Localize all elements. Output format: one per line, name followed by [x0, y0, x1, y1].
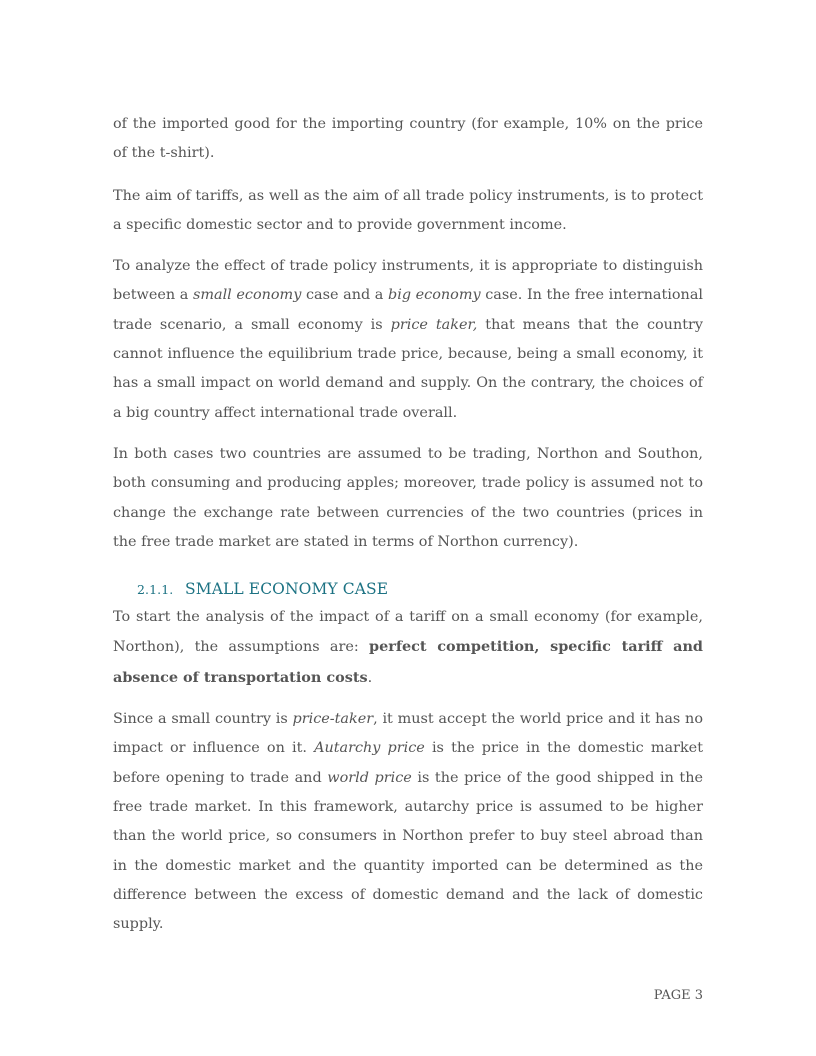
text-run: that means that the country cannot influence the equilibrium trade price, because, being a small economy, it has a small impact on world demand and supply. On the contrary, the choices of a big country affect international trade overall.: [113, 316, 704, 421]
text-run: To start the analysis of the impact of a tariff on a small economy (for example, Northon), the assumptions are:: [113, 609, 703, 656]
intro-paragraphs: [113, 110, 703, 557]
body-paragraph: [113, 603, 703, 693]
bold-term: perfect competition, specific tariff and absence of transportation costs: [113, 638, 703, 686]
body-paragraph: [113, 252, 703, 428]
body-paragraph: [113, 182, 703, 241]
italic-term: price taker,: [390, 316, 478, 333]
text-run: Since a small country is: [113, 711, 293, 728]
section-number: 2.1.1.: [137, 582, 174, 598]
body-paragraph: [113, 440, 703, 557]
italic-term: small economy: [192, 287, 302, 304]
text-run: is the price of the good shipped in the free trade market. In this framework, autarchy price is assumed to be higher than the world price, so consumers in Northon prefer to buy steel abroad than in the domestic market and the quantity imported can be determined as the difference between the excess of domestic demand and the lack of domestic supply.: [113, 769, 703, 933]
section-title: SMALL ECONOMY CASE: [185, 580, 389, 599]
text-run: , it must accept the world price and it has no impact or influence on it.: [113, 711, 703, 757]
text-run: In both cases two countries are assumed to be trading, Northon and Southon, both consuming and producing apples; moreover, trade policy is assumed not to change the exchange rate between currencies of the two countries (prices in the free trade market are stated in terms of Northon currency).: [113, 445, 703, 550]
text-run: The aim of tariffs, as well as the aim of all trade policy instruments, is to protect a specific domestic sector and to provide government income.: [113, 187, 703, 233]
text-run: To analyze the effect of trade policy instruments, it is appropriate to distinguish between a: [113, 258, 703, 304]
text-run: case and a: [301, 287, 389, 304]
body-paragraph: [113, 110, 703, 169]
text-run: case. In the free international trade scenario, a small economy is: [113, 287, 703, 333]
section-heading: [137, 577, 703, 602]
italic-term: price-taker: [292, 711, 374, 728]
italic-term: Autarchy price: [314, 740, 425, 757]
text-run: of the imported good for the importing country (for example, 10% on the price of the t-shirt).: [113, 116, 703, 162]
italic-term: world price: [327, 769, 412, 786]
page-number: PAGE 3: [653, 988, 703, 1003]
italic-term: big economy: [388, 287, 481, 304]
page-content: [113, 110, 703, 951]
section-paragraphs: [113, 603, 703, 939]
text-run: .: [367, 669, 373, 686]
text-run: is the price in the domestic market before opening to trade and: [113, 740, 703, 786]
body-paragraph: [113, 705, 703, 939]
